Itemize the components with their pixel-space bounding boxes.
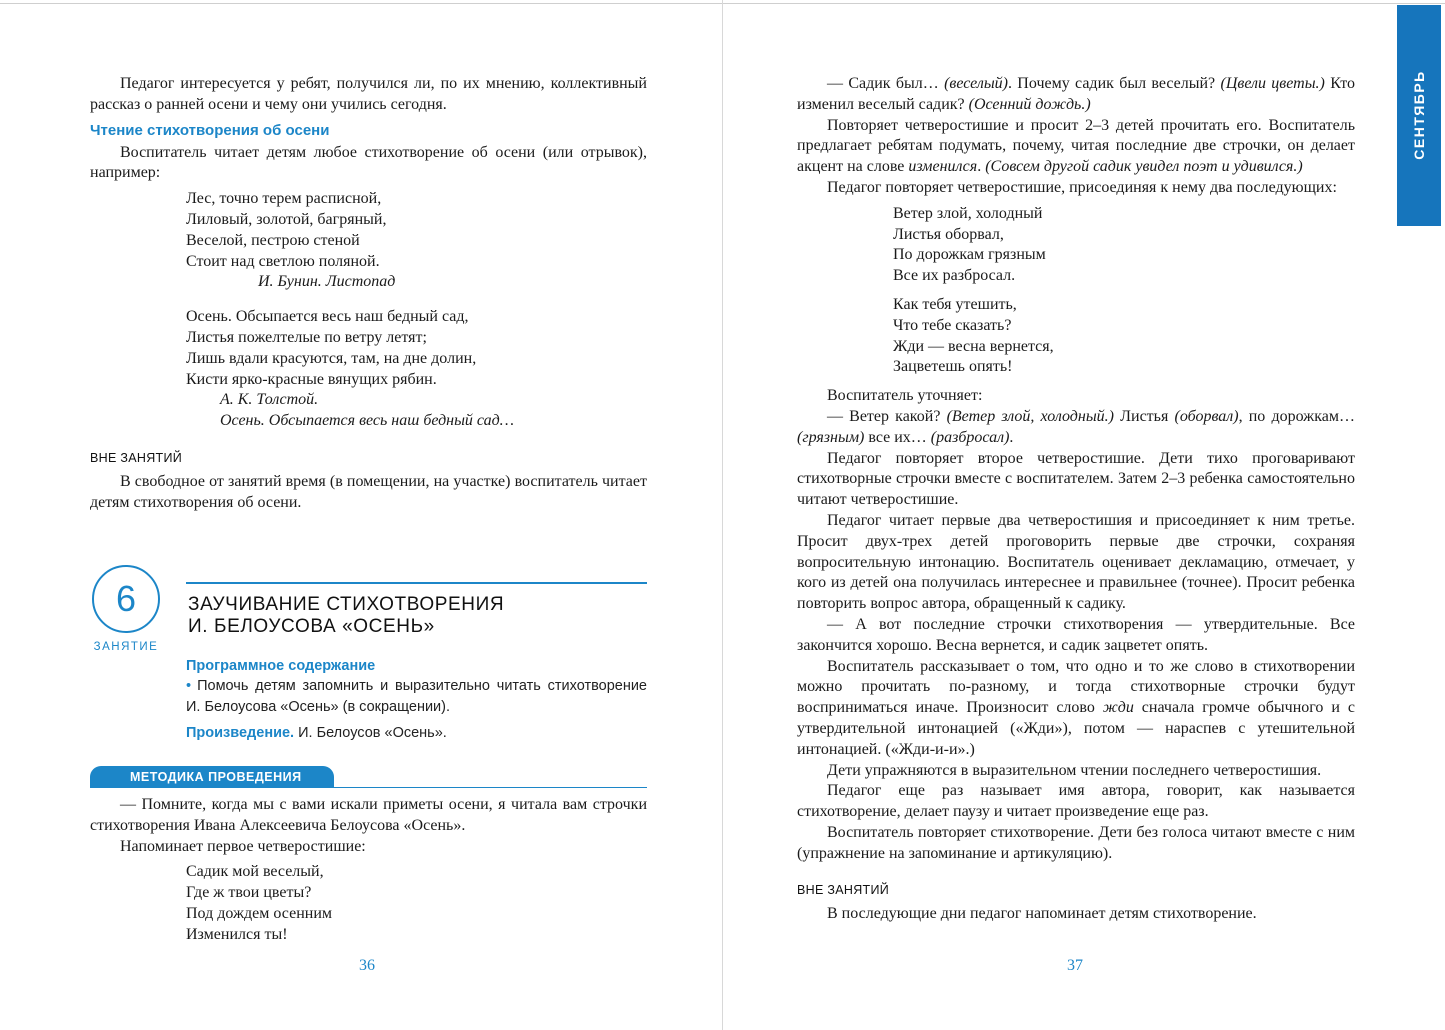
poem-line: Кисти ярко-красные вянущих рябин. xyxy=(186,370,437,388)
page-number-left: 36 xyxy=(359,957,375,974)
poem-attribution: Осень. Обсыпается весь наш бедный сад… xyxy=(220,412,514,430)
poem-belousov-1 xyxy=(186,862,647,945)
lesson-word: ЗАНЯТИЕ xyxy=(93,641,159,653)
paragraph: — Садик был… (веселый). Почему садик был веселый? (Цвели цветы.) Кто изменил веселый садик? (Осенний дождь.) xyxy=(797,75,1356,113)
outside-lessons-label: ВНЕ ЗАНЯТИЙ xyxy=(797,883,890,898)
method-paragraph: — Помните, когда мы с вами искали приметы осени, я читала вам строчки стихотворения Ивана Алексеевича Белоусова «Осень». xyxy=(90,796,647,834)
page-number-right: 37 xyxy=(1067,957,1083,974)
poem-line: По дорожкам грязным xyxy=(893,246,1046,264)
method-rule xyxy=(90,787,647,788)
lesson-title-line: ЗАУЧИВАНИЕ СТИХОТВОРЕНИЯ xyxy=(188,594,505,615)
paragraph: Воспитатель уточняет: xyxy=(827,387,983,405)
method-paragraph: Напоминает первое четверостишие: xyxy=(120,837,366,855)
poem-line: Садик мой веселый, xyxy=(186,863,324,881)
outside-lessons-label: ВНЕ ЗАНЯТИЙ xyxy=(90,450,183,465)
method-tab: МЕТОДИКА ПРОВЕДЕНИЯ xyxy=(90,766,334,788)
paragraph: Педагог читает первые два четверостишия и присоединяет к ним третье. Просит двух-трех детей проговорить первые две строчки, сохраняя вопросительную интонацию. Воспитатель оценивает декламацию, отмечает, у кого из детей она получилась интереснее и правильнее (точнее). Просит ребенка повторить вопрос автора, обращенный к садику. xyxy=(797,511,1355,613)
poem-line: Изменился ты! xyxy=(186,925,288,943)
poem-attribution: И. Бунин. Листопад xyxy=(258,273,396,291)
work-text: И. Белоусов «Осень». xyxy=(294,725,447,741)
paragraph: Педагог повторяет второе четверостишие. Дети тихо проговаривают стихотворные строчки вместе с воспитателем. Затем 2–3 ребенка самостоятельно читают четверостишие. xyxy=(797,449,1355,509)
paragraph: — А вот последние строчки стихотворения — утвердительные. Все закончится хорошо. Весна вернется, и садик зацветет опять. xyxy=(797,615,1355,654)
page-edge xyxy=(723,3,1445,4)
right-text-column xyxy=(797,74,1355,925)
poem-line: Листья оборвал, xyxy=(893,225,1004,243)
paragraph: Дети упражняются в выразительном чтении последнего четверостишия. xyxy=(827,761,1322,779)
lesson-program xyxy=(186,656,647,744)
section-heading-reading: Чтение стихотворения об осени xyxy=(90,121,330,139)
lesson-title xyxy=(188,594,648,638)
work-label: Произведение. xyxy=(186,725,295,741)
outside-lessons-text: В последующие дни педагог напоминает детям стихотворение. xyxy=(827,905,1257,923)
paragraph: — Ветер какой? (Ветер злой, холодный.) Листья (оборвал), по дорожкам… (грязным) все их… (разбросал). xyxy=(797,407,1355,446)
month-side-tab xyxy=(1397,5,1441,226)
poem-line: Жди — весна вернется, xyxy=(893,337,1054,355)
paragraph: Педагог еще раз называет имя автора, говорит, как называется стихотворение, делает паузу и читает произведение еще раз. xyxy=(797,782,1355,821)
paragraph: Педагог повторяет четверостишие, присоединяя к нему два последующих: xyxy=(827,178,1337,196)
program-heading: Программное содержание xyxy=(186,658,376,674)
paragraph: Воспитатель рассказывает о том, что одно и то же слово в стихотворении можно прочитать по-разному, и тогда стихотворные строчки будут восприниматься иначе. Произносит слово жди сначала громче обычного и с утвердительной интонацией («Жди»), потом — нараспев с утешительной интонацией. («Жди-и-и».) xyxy=(797,657,1356,758)
poem-line: Листья пожелтелые по ветру летят; xyxy=(186,328,427,346)
poem-line: Лиловый, золотой, багряный, xyxy=(186,210,387,228)
paragraph: Воспитатель повторяет стихотворение. Дети без голоса читают вместе с ним (упражнение на запоминание и артикуляцию). xyxy=(797,823,1355,862)
poem-belousov-2 xyxy=(893,204,1355,378)
lesson-rule xyxy=(186,582,647,584)
poem-line: Осень. Обсыпается весь наш бедный сад, xyxy=(186,308,469,326)
method-section-bar xyxy=(90,766,647,788)
outside-lessons-text: В свободное от занятий время (в помещении, на участке) воспитатель читает детям стихотворения об осени. xyxy=(90,472,647,511)
poem-line: Ветер злой, холодный xyxy=(893,204,1043,222)
left-text-column xyxy=(90,74,647,514)
poem-line: Как тебя утешить, xyxy=(893,295,1017,313)
paragraph: Повторяет четверостишие и просит 2–3 детей прочитать его. Воспитатель предлагает ребятам подумать, почему, читая последние две строчки, он делает акцент на слове изменился. (Совсем другой садик увидел поэт и удивился.) xyxy=(797,116,1355,176)
reading-paragraph: Воспитатель читает детям любое стихотворение об осени (или отрывок), например: xyxy=(90,143,647,182)
poem-line: Где ж твои цветы? xyxy=(186,884,312,902)
poem-line: Под дождем осенним xyxy=(186,904,333,922)
lesson-number-badge: 6 xyxy=(92,565,160,633)
page-edge xyxy=(0,3,722,4)
poem-line: Стоит над светлою поляной. xyxy=(186,252,380,270)
poem-line: Веселой, пестрою стеной xyxy=(186,231,360,249)
poem-attribution: А. К. Толстой. xyxy=(220,391,319,409)
method-text xyxy=(90,795,647,946)
lesson-title-line: И. БЕЛОУСОВА «ОСЕНЬ» xyxy=(188,616,435,637)
program-item: • Помочь детям запомнить и выразительно читать стихотворение И. Белоусова «Осень» (в сокращении). xyxy=(186,678,647,715)
month-label: СЕНТЯБРЬ xyxy=(1411,70,1427,160)
poem-line: Зацветешь опять! xyxy=(893,358,1013,376)
poem-line: Лишь вдали красуются, там, на дне долин, xyxy=(186,349,477,367)
right-page xyxy=(723,0,1445,1030)
poem-line: Все их разбросал. xyxy=(893,267,1016,285)
poem-bunin xyxy=(186,189,647,432)
poem-line: Лес, точно терем расписной, xyxy=(186,190,382,208)
poem-line: Что тебе сказать? xyxy=(893,316,1012,334)
work-line xyxy=(186,723,647,744)
bullet: • xyxy=(186,678,192,694)
intro-paragraph: Педагог интересуется у ребят, получился ли, по их мнению, коллективный рассказ о ранней осени и чему они учились сегодня. xyxy=(90,75,647,113)
